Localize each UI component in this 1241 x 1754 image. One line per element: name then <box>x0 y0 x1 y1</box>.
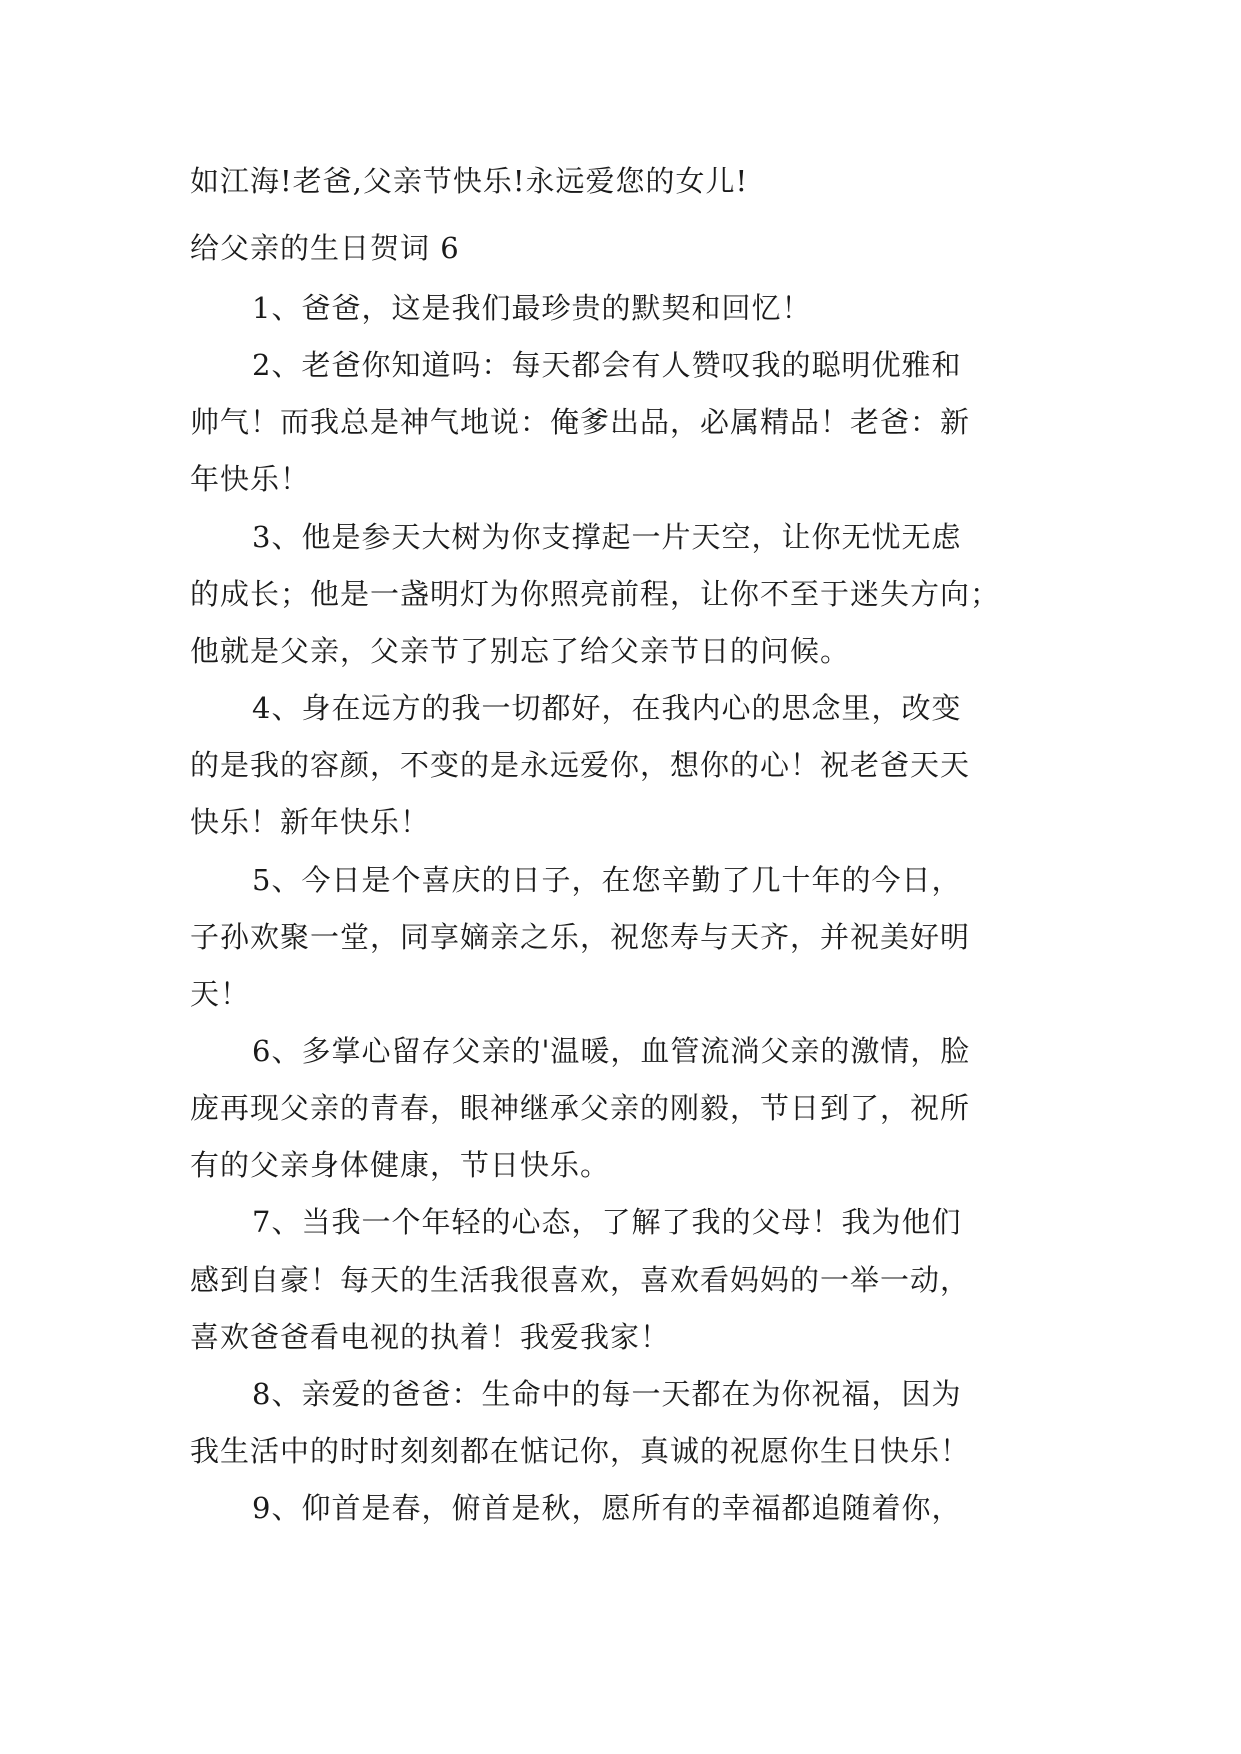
paragraph-line: 快乐！新年快乐！ <box>190 805 431 839</box>
paragraph-line: 1、爸爸，这是我们最珍贵的默契和回忆！ <box>252 291 812 325</box>
paragraph-line: 天！ <box>190 977 251 1011</box>
paragraph-line: 我生活中的时时刻刻都在惦记你，真诚的祝愿你生日快乐！ <box>190 1434 971 1468</box>
paragraph-line: 庞再现父亲的青春，眼神继承父亲的刚毅，节日到了，祝所 <box>190 1091 971 1125</box>
paragraph-line: 的成长；他是一盏明灯为你照亮前程，让你不至于迷失方向； <box>190 577 1001 611</box>
paragraph-line: 4、身在远方的我一切都好，在我内心的思念里，改变 <box>252 691 962 725</box>
paragraph-line: 8、亲爱的爸爸：生命中的每一天都在为你祝福，因为 <box>252 1377 962 1411</box>
paragraph-line: 他就是父亲，父亲节了别忘了给父亲节日的问候。 <box>190 634 851 668</box>
section-title: 给父亲的生日贺词 6 <box>190 231 460 265</box>
paragraph-line: 2、老爸你知道吗：每天都会有人赞叹我的聪明优雅和 <box>252 348 962 382</box>
paragraph-line: 喜欢爸爸看电视的执着！我爱我家！ <box>190 1320 671 1354</box>
paragraph-line: 感到自豪！每天的生活我很喜欢，喜欢看妈妈的一举一动， <box>190 1263 971 1297</box>
paragraph-line: 5、今日是个喜庆的日子，在您辛勤了几十年的今日， <box>252 863 962 897</box>
paragraph-line: 6、多掌心留存父亲的'温暖，血管流淌父亲的激情，脸 <box>252 1034 971 1068</box>
paragraph-line: 有的父亲身体健康，节日快乐。 <box>190 1148 611 1182</box>
opening-line: 如江海!老爸,父亲节快乐!永远爱您的女儿! <box>190 164 749 198</box>
paragraph-line: 的是我的容颜，不变的是永远爱你，想你的心！祝老爸天天 <box>190 748 971 782</box>
paragraph-line: 7、当我一个年轻的心态，了解了我的父母！我为他们 <box>252 1205 962 1239</box>
paragraph-line: 子孙欢聚一堂，同享嫡亲之乐，祝您寿与天齐，并祝美好明 <box>190 920 971 954</box>
paragraph-line: 3、他是参天大树为你支撑起一片天空，让你无忧无虑 <box>252 520 962 554</box>
paragraph-line: 帅气！而我总是神气地说：俺爹出品，必属精品！老爸：新 <box>190 405 971 439</box>
paragraph-line: 9、仰首是春，俯首是秋，愿所有的幸福都追随着你， <box>252 1491 962 1525</box>
paragraph-line: 年快乐！ <box>190 462 311 496</box>
